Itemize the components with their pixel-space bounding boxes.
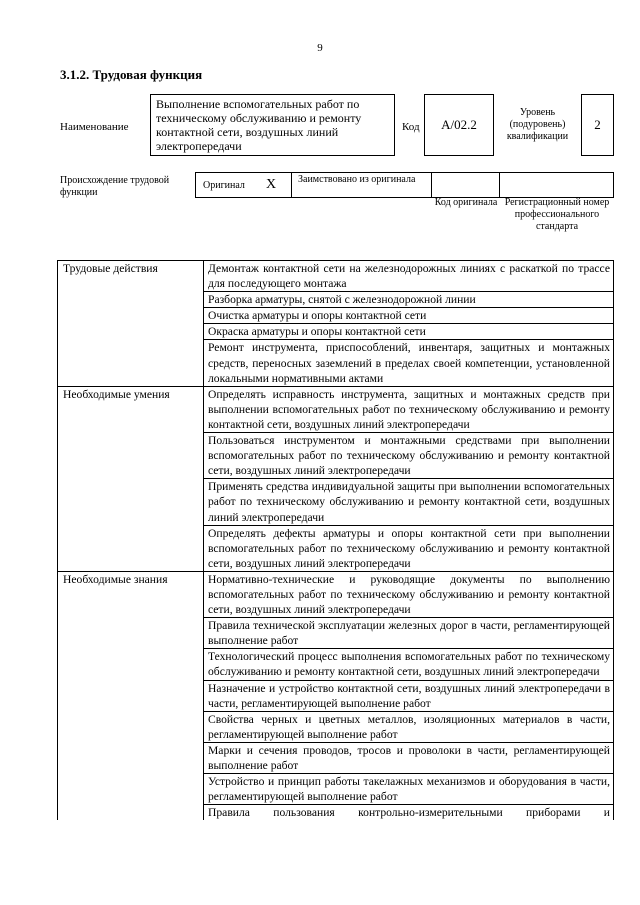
origin-reg-cell [499, 172, 614, 198]
code-label: Код [402, 121, 420, 133]
original-label: Оригинал [203, 180, 245, 191]
origin-original-cell [195, 172, 292, 198]
name-label: Наименование [60, 121, 129, 133]
section-title: 3.1.2. Трудовая функция [60, 67, 203, 82]
table-row [58, 386, 614, 432]
code-value: А/02.2 [441, 117, 477, 132]
table-cell: Применять средства индивидуальной защиты при выполнении вспомогательных работ по техническому обслуживанию и ремонту контактной сети, воздушных линий электропередачи [204, 479, 614, 525]
table-row [58, 571, 614, 617]
reg-caption: Регистрационный номер профессионального стандарта [504, 197, 610, 232]
table-cell: Нормативно-технические и руководящие документы по выполнению вспомогательных работ по техническому обслуживанию и ремонту контактной сети, воздушных линий электропередачи [204, 571, 614, 617]
origin-code-cell [431, 172, 500, 198]
table-cell: Правила технической эксплуатации железных дорог в части, регламентирующей выполнение работ [204, 618, 614, 649]
borrowed-label: Заимствовано из оригинала [291, 172, 432, 198]
name-value: Выполнение вспомогательных работ по техническому обслуживанию и ремонту контактной сети, воздушных линий электропередачи [150, 94, 395, 156]
table-cell: Очистка арматуры и опоры контактной сети [204, 308, 614, 324]
table-cell: Свойства черных и цветных металлов, изоляционных материалов в части, регламентирующей выполнение работ [204, 711, 614, 742]
origin-label: Происхождение трудовой функции [60, 175, 170, 198]
section-label: Необходимые знания [58, 571, 204, 820]
level-label: Уровень (подуровень) квалификации [506, 107, 569, 142]
level-value: 2 [594, 117, 601, 132]
table-cell: Правила пользования контрольно-измерительными приборами и [204, 805, 614, 821]
table-cell: Устройство и принцип работы такелажных механизмов и оборудования в части, регламентирующей выполнение работ [204, 774, 614, 805]
original-mark: X [266, 177, 277, 192]
section-label: Необходимые умения [58, 386, 204, 571]
table-cell: Ремонт инструмента, приспособлений, инвентаря, защитных и монтажных средств, переносных заземлений в пределах своей компетенции, установленной локальными нормативными актами [204, 340, 614, 386]
table-row [58, 261, 614, 292]
table-cell: Пользоваться инструментом и монтажными средствами при выполнении вспомогательных работ по техническому обслуживанию и ремонту контактной сети, воздушных линий электропередачи [204, 433, 614, 479]
level-value-box [581, 94, 614, 156]
table-cell: Технологический процесс выполнения вспомогательных работ по техническому обслуживанию и ремонту контактной сети, воздушных линий электропередачи [204, 649, 614, 680]
table-cell: Определять исправность инструмента, защитных и монтажных средств при выполнении вспомогательных работ по техническому обслуживанию и ремонту контактной сети, воздушных линий электропередачи [204, 386, 614, 432]
code-caption: Код оригинала [434, 197, 498, 208]
table-cell: Демонтаж контактной сети на железнодорожных линиях с раскаткой по трассе для последующего монтажа [204, 261, 614, 292]
code-value-box [424, 94, 494, 156]
table-cell: Окраска арматуры и опоры контактной сети [204, 324, 614, 340]
table-cell: Назначение и устройство контактной сети, воздушных линий электропередачи в части, регламентирующей выполнение работ [204, 680, 614, 711]
table-cell: Марки и сечения проводов, тросов и проволоки в части, регламентирующей выполнение работ [204, 742, 614, 773]
section-label: Трудовые действия [58, 261, 204, 387]
table-cell: Разборка арматуры, снятой с железнодорожной линии [204, 292, 614, 308]
page-number: 9 [317, 42, 323, 54]
table-cell: Определять дефекты арматуры и опоры контактной сети при выполнении вспомогательных работ по техническому обслуживанию и ремонту контактной сети, воздушных линий электропередачи [204, 525, 614, 571]
function-table [57, 260, 614, 820]
